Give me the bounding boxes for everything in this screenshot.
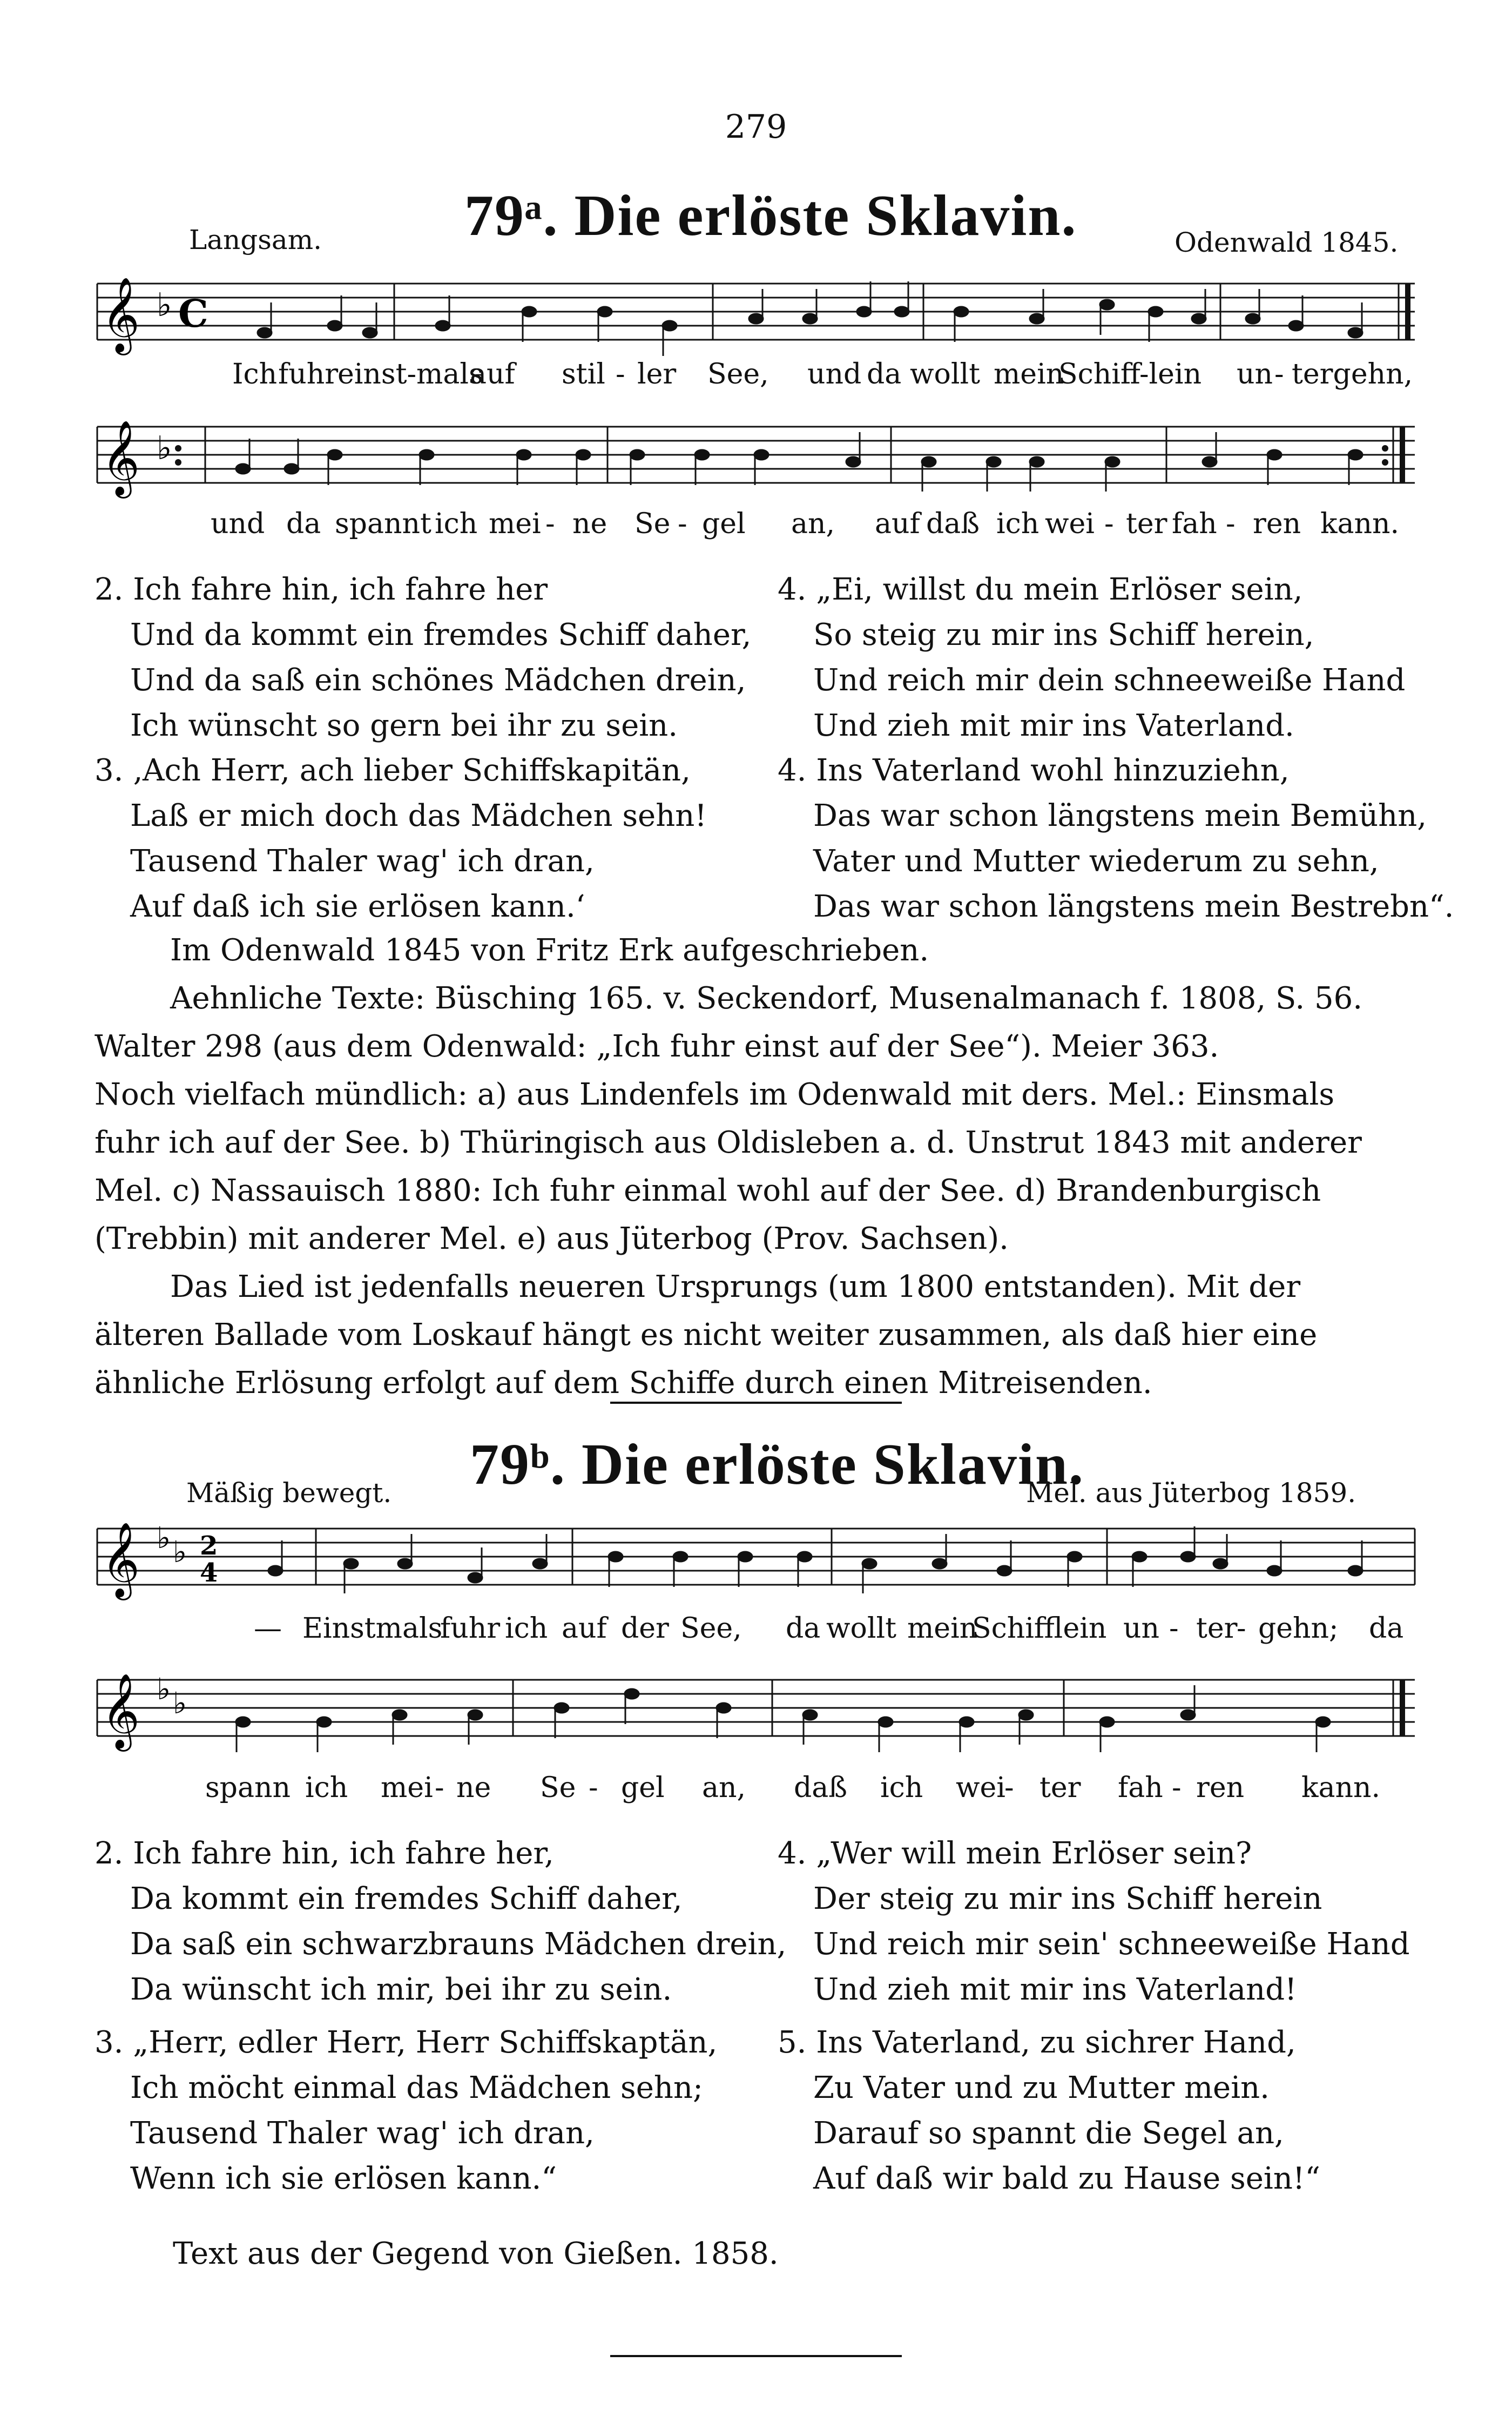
note-line: Im Odenwald 1845 von Fritz Erk aufgeschrieben. bbox=[170, 933, 929, 968]
verse-line: Laß er mich doch das Mädchen sehn! bbox=[130, 798, 707, 833]
lyrics-b2-4: - bbox=[435, 1772, 444, 1804]
lyrics-a2-8: Se bbox=[634, 508, 671, 540]
verse-line: Auf daß ich sie erlösen kann.‘ bbox=[130, 889, 585, 924]
verse-line: 2. Ich fahre hin, ich fahre her, bbox=[94, 1836, 554, 1871]
lyrics-b1-6: der bbox=[621, 1612, 669, 1645]
flat-icon: ♭ bbox=[157, 429, 172, 467]
verse-line: Tausend Thaler wag' ich dran, bbox=[130, 2116, 595, 2151]
note-line: Aehnliche Texte: Büsching 165. v. Seckendorf, Musenalmanach f. 1808, S. 56. bbox=[170, 981, 1363, 1016]
lyrics-a2-10: gel bbox=[702, 508, 746, 540]
lyrics-a1-9: und bbox=[807, 358, 862, 391]
lyrics-a1-12: mein bbox=[994, 358, 1064, 391]
bottom-divider bbox=[610, 2355, 902, 2357]
verse-line: Da wünscht ich mir, bei ihr zu sein. bbox=[130, 1972, 672, 2007]
lyrics-b1-14: ter bbox=[1196, 1612, 1238, 1645]
verse-b-2 bbox=[94, 1831, 786, 2013]
lyrics-b1-11: Schifflein bbox=[972, 1612, 1107, 1645]
note-line: Walter 298 (aus dem Odenwald: „Ich fuhr einst auf der See“). Meier 363. bbox=[94, 1029, 1219, 1064]
flat-icon: ♭ bbox=[157, 1520, 171, 1555]
origin-b: Mel. aus Jüterbog 1859. bbox=[1026, 1477, 1356, 1509]
lyrics-b1-8: da bbox=[786, 1612, 821, 1645]
treble-clef-icon: 𝄞 bbox=[102, 420, 140, 495]
music-staff-b2 bbox=[97, 1669, 1415, 1761]
verse-line: Wenn ich sie erlösen kann.“ bbox=[130, 2161, 557, 2196]
lyrics-b2-14: ter bbox=[1040, 1772, 1081, 1804]
verse-line: Und zieh mit mir ins Vaterland! bbox=[813, 1972, 1297, 2007]
verse-line: Ich wünscht so gern bei ihr zu sein. bbox=[130, 708, 678, 743]
lyrics-a1-15: - bbox=[1274, 358, 1284, 391]
lyrics-b2-2: ich bbox=[305, 1772, 348, 1804]
lyrics-a1-4: auf bbox=[470, 358, 515, 391]
verse-line: 5. Ins Vaterland, zu sichrer Hand, bbox=[778, 2025, 1296, 2060]
notes-a1 bbox=[258, 281, 1362, 356]
lyrics-a1-8: See, bbox=[707, 358, 769, 391]
lyrics-a1-10: da bbox=[867, 358, 902, 391]
treble-clef-icon: 𝄞 bbox=[102, 1522, 140, 1597]
lyrics-b1-16: gehn; bbox=[1258, 1612, 1339, 1645]
time-signature-icon: C bbox=[178, 291, 208, 336]
note-line: (Trebbin) mit anderer Mel. e) aus Jüterbog (Prov. Sachsen). bbox=[94, 1221, 1009, 1256]
verse-line: Das war schon längstens mein Bemühn, bbox=[813, 798, 1427, 833]
lyrics-b2-3: mei bbox=[381, 1772, 433, 1804]
verse-a-3 bbox=[94, 748, 707, 930]
tempo-marking-a: Langsam. bbox=[189, 224, 322, 255]
lyrics-a2-9: - bbox=[678, 508, 687, 540]
verse-a-2 bbox=[94, 567, 751, 749]
lyrics-b1-15: - bbox=[1237, 1612, 1246, 1645]
lyrics-a1-6: - bbox=[616, 358, 625, 391]
lyrics-a2-19: - bbox=[1226, 508, 1236, 540]
lyrics-b2-10: daß bbox=[794, 1772, 848, 1804]
note-line: fuhr ich auf der See. b) Thüringisch aus Oldisleben a. d. Unstrut 1843 mit anderer bbox=[94, 1125, 1362, 1160]
verse-line: Der steig zu mir ins Schiff herein bbox=[813, 1881, 1322, 1916]
verse-line: Da kommt ein fremdes Schiff daher, bbox=[130, 1881, 683, 1916]
verse-line: So steig zu mir ins Schiff herein, bbox=[813, 617, 1314, 652]
verse-b-3 bbox=[94, 2020, 717, 2202]
verse-line: Ich möcht einmal das Mädchen sehn; bbox=[130, 2070, 703, 2105]
verse-b-4 bbox=[778, 1831, 1410, 2013]
lyrics-b2-16: - bbox=[1172, 1772, 1182, 1804]
verse-line: Und reich mir sein' schneeweiße Hand bbox=[813, 1927, 1410, 1962]
verse-line: 4. „Wer will mein Erlöser sein? bbox=[778, 1836, 1252, 1871]
flat-icon: ♭ bbox=[157, 1672, 171, 1706]
flat-icon: ♭ bbox=[173, 1535, 187, 1569]
lyrics-b2-12: wei bbox=[956, 1772, 1005, 1804]
lyrics-b1-17: da bbox=[1369, 1612, 1404, 1645]
lyrics-a2-21: kann. bbox=[1320, 508, 1400, 540]
lyrics-b2-13: - bbox=[1004, 1772, 1014, 1804]
verse-line: Da saß ein schwarzbrauns Mädchen drein, bbox=[130, 1927, 787, 1962]
lyrics-b1-2: Einstmals bbox=[302, 1612, 443, 1645]
source-note-b: Text aus der Gegend von Gießen. 1858. bbox=[173, 2236, 779, 2271]
lyrics-a2-4: ich bbox=[435, 508, 478, 540]
notes-b1 bbox=[268, 1526, 1362, 1593]
treble-clef-icon: 𝄞 bbox=[102, 277, 140, 352]
lyrics-b2-5: ne bbox=[456, 1772, 491, 1804]
lyrics-a1-16: tergehn, bbox=[1292, 358, 1413, 391]
verse-line: Und zieh mit mir ins Vaterland. bbox=[813, 708, 1294, 743]
lyrics-b2-8: gel bbox=[621, 1772, 665, 1804]
lyrics-a2-18: fah bbox=[1172, 508, 1217, 540]
lyrics-a2-11: an, bbox=[791, 508, 835, 540]
tempo-marking-b: Mäßig bewegt. bbox=[186, 1477, 392, 1509]
verse-line: 3. „Herr, edler Herr, Herr Schiffskaptän, bbox=[94, 2025, 718, 2060]
lyrics-b1-13: - bbox=[1169, 1612, 1179, 1645]
lyrics-b2-6: Se bbox=[540, 1772, 576, 1804]
verse-line: Zu Vater und zu Mutter mein. bbox=[813, 2070, 1270, 2105]
lyrics-a1-13: Schiff-lein bbox=[1058, 358, 1202, 391]
verse-line: Und da saß ein schönes Mädchen drein, bbox=[130, 663, 746, 698]
verse-line: Tausend Thaler wag' ich dran, bbox=[130, 844, 595, 879]
verse-line: 3. ‚Ach Herr, ach lieber Schiffskapitän, bbox=[94, 753, 691, 788]
flat-icon: ♭ bbox=[157, 286, 172, 324]
page-number: 279 bbox=[725, 108, 787, 146]
lyrics-b2-7: - bbox=[589, 1772, 598, 1804]
lyrics-a1-5: stil bbox=[562, 358, 605, 391]
lyrics-a2-3: spannt bbox=[335, 508, 431, 540]
verse-line: Auf daß wir bald zu Hause sein!“ bbox=[813, 2161, 1321, 2196]
treble-clef-icon: 𝄞 bbox=[102, 1673, 140, 1748]
note-line: Mel. c) Nassauisch 1880: Ich fuhr einmal wohl auf der See. d) Brandenburgisch bbox=[94, 1173, 1321, 1208]
time-signature-icon: 4 bbox=[200, 1558, 218, 1588]
notes-paragraph bbox=[94, 926, 1409, 1407]
lyrics-a2-12: auf bbox=[875, 508, 920, 540]
lyrics-a2-20: ren bbox=[1253, 508, 1301, 540]
song-title-a: 79ᵃ. Die erlöste Sklavin. bbox=[464, 184, 1077, 248]
verse-line: 2. Ich fahre hin, ich fahre her bbox=[94, 572, 548, 607]
lyrics-a2-14: ich bbox=[996, 508, 1040, 540]
lyrics-b1-3: fuhr bbox=[440, 1612, 501, 1645]
lyrics-b2-15: fah bbox=[1118, 1772, 1163, 1804]
section-divider bbox=[610, 1402, 902, 1404]
lyrics-b2-11: ich bbox=[880, 1772, 923, 1804]
lyrics-a1-14: un bbox=[1237, 358, 1273, 391]
verse-b-5 bbox=[778, 2020, 1320, 2202]
flat-icon: ♭ bbox=[173, 1686, 187, 1720]
verse-line: Darauf so spannt die Segel an, bbox=[813, 2116, 1284, 2151]
verse-line: 4. Ins Vaterland wohl hinzuziehn, bbox=[778, 753, 1290, 788]
lyrics-b1-4: ich bbox=[505, 1612, 548, 1645]
lyrics-b1-7: See, bbox=[680, 1612, 742, 1645]
lyrics-b1-9: wollt bbox=[826, 1612, 896, 1645]
lyrics-a1-3: einst-mals bbox=[338, 358, 483, 391]
lyrics-b2-1: spann bbox=[205, 1772, 291, 1804]
lyrics-a2-17: ter bbox=[1126, 508, 1167, 540]
note-line: Das Lied ist jedenfalls neueren Ursprungs (um 1800 entstanden). Mit der bbox=[170, 1269, 1301, 1304]
song-title-b: 79ᵇ. Die erlöste Sklavin. bbox=[470, 1432, 1084, 1497]
music-staff-a1 bbox=[97, 273, 1415, 365]
lyrics-a2-16: - bbox=[1104, 508, 1114, 540]
lyrics-a2-7: ne bbox=[572, 508, 608, 540]
verse-line: 4. „Ei, willst du mein Erlöser sein, bbox=[778, 572, 1303, 607]
lyrics-a1-11: wollt bbox=[910, 358, 980, 391]
origin-a: Odenwald 1845. bbox=[1174, 227, 1399, 258]
lyrics-a2-5: mei bbox=[489, 508, 541, 540]
verse-a-4 bbox=[778, 567, 1405, 749]
lyrics-b2-9: an, bbox=[702, 1772, 746, 1804]
music-staff-a2 bbox=[97, 416, 1415, 508]
lyrics-a1-7: ler bbox=[637, 358, 677, 391]
note-line: Noch vielfach mündlich: a) aus Lindenfels im Odenwald mit ders. Mel.: Einsmals bbox=[94, 1077, 1335, 1112]
verse-line: Vater und Mutter wiederum zu sehn, bbox=[813, 844, 1379, 879]
lyrics-b1-1: — bbox=[254, 1612, 282, 1645]
note-line: ähnliche Erlösung erfolgt auf dem Schiffe durch einen Mitreisenden. bbox=[94, 1365, 1152, 1401]
verse-line: Und reich mir dein schneeweiße Hand bbox=[813, 663, 1406, 698]
verse-line: Und da kommt ein fremdes Schiff daher, bbox=[130, 617, 752, 652]
lyrics-a1-1: Ich bbox=[232, 358, 278, 391]
verse-a-4b bbox=[778, 748, 1454, 930]
lyrics-b1-5: auf bbox=[562, 1612, 607, 1645]
lyrics-b2-17: ren bbox=[1196, 1772, 1245, 1804]
lyrics-a2-6: - bbox=[545, 508, 555, 540]
lyrics-b2-18: kann. bbox=[1301, 1772, 1381, 1804]
music-staff-b1 bbox=[97, 1518, 1415, 1610]
note-line: älteren Ballade vom Loskauf hängt es nicht weiter zusammen, als daß hier eine bbox=[94, 1317, 1318, 1352]
verse-line: Das war schon längstens mein Bestrebn“. bbox=[813, 889, 1454, 924]
lyrics-a2-15: wei bbox=[1045, 508, 1095, 540]
lyrics-a2-13: daß bbox=[926, 508, 980, 540]
notes-b2 bbox=[236, 1685, 1330, 1752]
lyrics-a2-2: da bbox=[286, 508, 321, 540]
lyrics-a2-1: und bbox=[211, 508, 265, 540]
lyrics-b1-10: mein bbox=[907, 1612, 978, 1645]
lyrics-b1-12: un bbox=[1123, 1612, 1159, 1645]
lyrics-a1-2: fuhr bbox=[278, 358, 339, 391]
time-signature-icon: 2 bbox=[200, 1531, 218, 1561]
